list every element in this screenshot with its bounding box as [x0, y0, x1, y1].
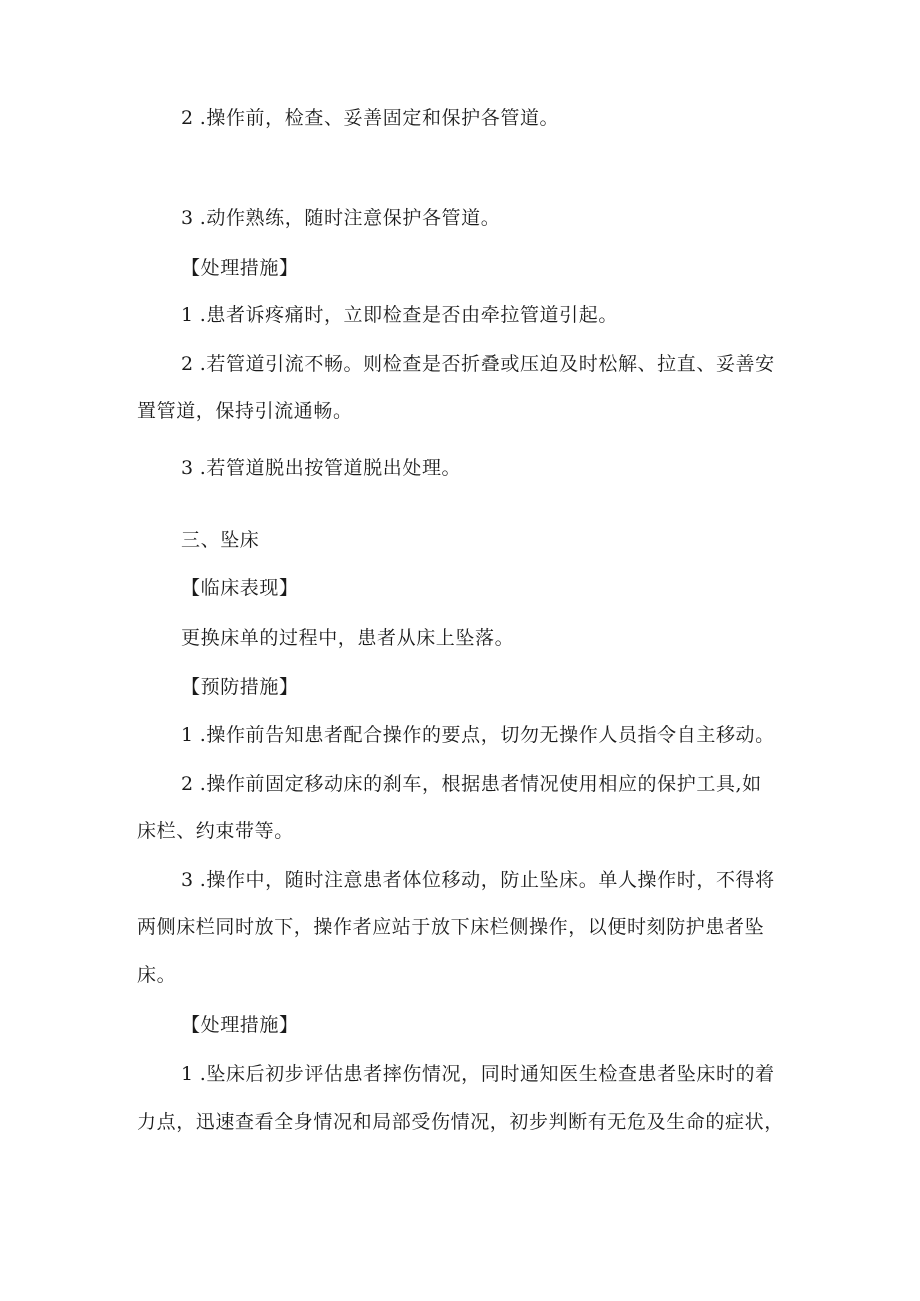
fall-prevention-item-1: [181, 723, 775, 747]
clinical-text: 更换床单的过程中，患者从床上坠落。: [181, 627, 515, 649]
fall-treatment-heading: 【处理措施】: [181, 1014, 299, 1036]
fall-prevention-item-3-line3: 床。: [137, 964, 177, 986]
item-number: 1: [181, 724, 194, 746]
item-number: 1: [181, 1063, 194, 1085]
treatment-item-3: [181, 456, 461, 480]
section-title: 三、坠床: [181, 529, 260, 551]
fall-treatment-item-1-line1: [181, 1062, 775, 1086]
item-text: .操作前，检查、妥善固定和保护各管道。: [199, 107, 560, 129]
item-number: 1: [181, 304, 194, 326]
prevention-item-3: [181, 206, 500, 230]
item-text: .操作前固定移动床的刹车，根据患者情况使用相应的保护工具,如: [199, 773, 762, 795]
item-number: 3: [181, 457, 194, 479]
item-number: 2: [181, 353, 194, 375]
item-number: 2: [181, 773, 194, 795]
fall-prevention-item-2-line2: 床栏、约束带等。: [137, 820, 294, 842]
item-text: .若管道引流不畅。则检查是否折叠或压迫及时松解、拉直、妥善安: [199, 353, 775, 375]
prevention-heading: 【预防措施】: [181, 676, 299, 698]
item-text: .操作中，随时注意患者体位移动，防止坠床。单人操作时，不得将: [199, 869, 775, 891]
treatment-item-2-line2: 置管道，保持引流通畅。: [137, 400, 353, 422]
item-text: .坠床后初步评估患者摔伤情况，同时通知医生检查患者坠床时的着: [199, 1063, 775, 1085]
item-number: 3: [181, 207, 194, 229]
item-number: 2: [181, 107, 194, 129]
treatment-heading: 【处理措施】: [181, 257, 299, 279]
treatment-item-1: [181, 303, 618, 327]
clinical-heading: 【临床表现】: [181, 577, 299, 599]
item-number: 3: [181, 869, 194, 891]
item-text: .操作前告知患者配合操作的要点，切勿无操作人员指令自主移动。: [199, 724, 775, 746]
treatment-item-2-line1: [181, 352, 775, 376]
fall-prevention-item-3-line2: 两侧床栏同时放下，操作者应站于放下床栏侧操作，以便时刻防护患者坠: [137, 916, 765, 938]
item-text: .若管道脱出按管道脱出处理。: [199, 457, 462, 479]
fall-treatment-item-1-line2: 力点，迅速查看全身情况和局部受伤情况，初步判断有无危及生命的症状，: [137, 1111, 784, 1133]
prevention-item-2: [181, 106, 559, 130]
item-text: .患者诉疼痛时，立即检查是否由牵拉管道引起。: [199, 304, 618, 326]
item-text: .动作熟练，随时注意保护各管道。: [199, 207, 501, 229]
fall-prevention-item-3-line1: [181, 868, 775, 892]
fall-prevention-item-2-line1: [181, 772, 762, 796]
